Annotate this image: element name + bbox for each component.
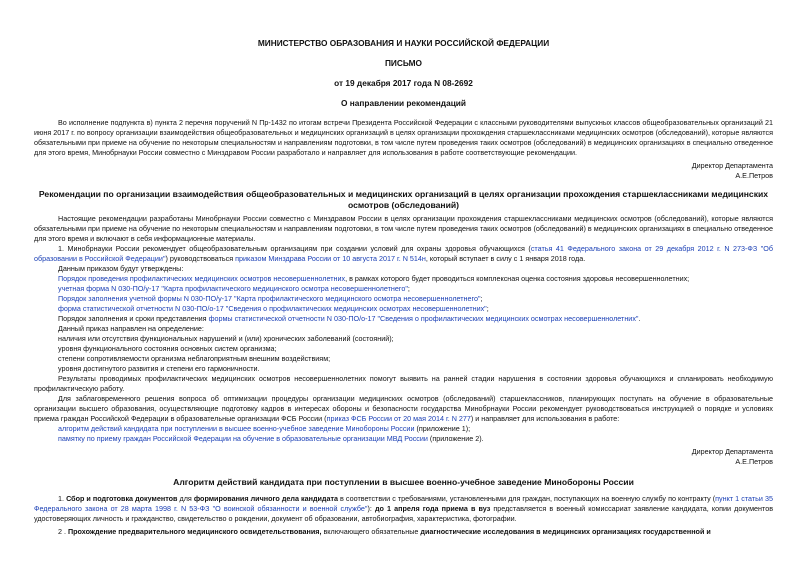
aimed-item-1: наличия или отсутствия функциональных нарушений и (или) хронических заболеваний (состояний); (58, 334, 394, 343)
link-stat-form[interactable]: форма статистической отчетности N 030-ПО/о-17 "Сведения о профилактических медицинских осмотрах несовершеннолетних" (58, 304, 487, 313)
step-1-text-4: представляется в военный комиссариат заявление кандидата, копии документов удостоверяющих личность и гражданство, свидетельство о рождении, документ об образовании, автобиография, характеристика, фотографии. (34, 504, 774, 523)
recommendations-paragraph-2 (34, 244, 773, 264)
step-2-bold-1: Прохождение предварительного медицинского освидетельствования, (68, 527, 322, 536)
intro-paragraph: Во исполнение подпункта в) пункта 2 перечня поручений N Пр-1432 по итогам встречи Президента Российской Федерации с классными руководителями выпускных классов общеобразовательных организаций 21 июня 2017 г. по вопросу организации взаимодействия общеобразовательных и медицинских организаций в целях организации прохождения старшеклассниками медицинских осмотров (обследований), которые являются обязательными при приеме на обучение по некоторым специальностям и направлениям подготовки, в том числе путем проведения таких осмотров (обследований) в медицинских организациях в специально отведенное для этого время, Минобрнауки России совместно с Минздравом России разработало и направляет для использования в работе соответствующие рекомендации. (34, 118, 773, 157)
p4-text-b: ) и направляет для использования в работе: (470, 414, 620, 423)
document-date-number: от 19 декабря 2017 года N 08-2692 (334, 78, 473, 88)
step-1-bold-1: Сбор и подготовка документов (66, 494, 178, 503)
signature-name: А.Е.Петров (735, 171, 773, 180)
link-annex-1[interactable]: алгоритм действий кандидата при поступлении в высшее военно-учебное заведение Минобороны России (58, 424, 415, 433)
link-fsb-order-277[interactable]: приказ ФСБ России от 20 мая 2014 г. N 277 (326, 414, 471, 423)
p2-text-b: ) руководствоваться (165, 254, 236, 263)
algorithm-step-1 (34, 494, 773, 524)
approved-item-4-tail: ; (486, 304, 489, 313)
approved-item-3-tail: ; (480, 294, 483, 303)
step-2-number: 2 . (58, 527, 68, 536)
step-1-text-2: в соответствии с требованиями, установленными для граждан, поступающих на военную службу по контракту ( (338, 494, 716, 503)
annex-item-1-tail: (приложение 1); (414, 424, 471, 433)
signature2-position: Директор Департамента (691, 447, 773, 456)
annex-item-2 (34, 434, 773, 444)
signature-position: Директор Департамента (691, 161, 773, 170)
p4-text-a: Для заблаговременного решения вопроса об оптимизации процедуры организации медицинских осмотров (обследований) старшеклассников, планирующих поступать на обучение в образовательные организации высшего образования, осуществляющие подготовку кадров в интересах обороны и безопасности государства Минобрнауки России рекомендует руководствоваться инструкцией о порядке и условиях приема граждан Российской Федерации в образовательные организации ФСБ России ( (34, 394, 773, 423)
approved-item-5-tail: . (638, 314, 641, 323)
annex-item-2-tail: (приложение 2). (427, 434, 484, 443)
algorithm-step-2 (34, 527, 773, 537)
recommendations-paragraph-1: Настоящие рекомендации разработаны Минобрнауки России совместно с Минздравом России в целях организации прохождения старшеклассниками медицинских осмотров (обследований), которые являются обязательными при приеме на обучение по некоторым специальностям и направлениям подготовки, в том числе путем проведения таких осмотров (обследований) в медицинских организациях в специально отведенное для этого время и включают в себя информационные материалы. (34, 214, 773, 243)
link-stat-form-filling[interactable]: формы статистической отчетности N 030-ПО/о-17 "Сведения о профилактических медицинских осмотрах несовершеннолетних" (208, 314, 639, 323)
p2-text-a: 1. Минобрнауки России рекомендует общеобразовательным организациям при создании условий для охраны здоровья обучающихся ( (58, 244, 531, 253)
link-annex-2[interactable]: памятку по приему граждан Российской Федерации на обучение в образовательные организации МВД России (58, 434, 428, 443)
aimed-intro: Данный приказ направлен на определение: (58, 324, 204, 333)
step-2-text-1: включающего обязательные (321, 527, 421, 536)
aimed-item-2: уровня функционального состояния основных систем организма; (58, 344, 277, 353)
document-subject: О направлении рекомендаций (341, 98, 466, 108)
signature2-name: А.Е.Петров (735, 457, 773, 466)
approved-item-1-tail: , в рамках которого будет проводиться комплексная оценка состояния здоровья несовершеннолетних; (345, 274, 690, 283)
approved-item-5 (34, 314, 773, 324)
step-2-bold-2: диагностические исследования в медицинских организациях государственной и (420, 527, 711, 536)
link-form-030[interactable]: учетная форма N 030-ПО/у-17 "Карта профилактического медицинского осмотра несовершеннолетнего" (58, 284, 408, 293)
link-order-514n[interactable]: приказом Минздрава России от 10 августа 2017 г. N 514н (235, 254, 426, 263)
step-1-bold-3: до 1 апреля года приема в вуз (374, 504, 491, 513)
aimed-item-4: уровня достигнутого развития и степени его гармоничности. (58, 364, 260, 373)
annex-item-1 (34, 424, 773, 434)
recommendations-title: Рекомендации по организации взаимодействия общеобразовательных и медицинских организаций в целях организации прохождения старшеклассниками медицинских осмотров (обследований) (38, 189, 769, 210)
aimed-item-3: степени сопротивляемости организма неблагоприятным внешним воздействиям; (58, 354, 331, 363)
document-type: ПИСЬМО (384, 58, 423, 68)
approved-item-3 (34, 294, 773, 304)
approved-item-5-text: Порядок заполнения и сроки представления (58, 314, 209, 323)
recommendations-paragraph-3: Результаты проводимых профилактических медицинских осмотров несовершеннолетних помогут выявить на ранней стадии нарушения в состоянии здоровья обучающихся и спланировать необходимую профилактическую работу. (34, 374, 773, 393)
algorithm-title: Алгоритм действий кандидата при поступлении в высшее военно-учебное заведение Минобороны России (173, 477, 634, 487)
approved-item-1 (34, 274, 773, 284)
step-1-number: 1. (58, 494, 67, 503)
step-1-text-3: ): (367, 504, 375, 513)
ministry-heading: МИНИСТЕРСТВО ОБРАЗОВАНИЯ И НАУКИ РОССИЙСКОЙ ФЕДЕРАЦИИ (257, 38, 550, 48)
approved-item-2-tail: ; (407, 284, 410, 293)
link-form-030-filling[interactable]: Порядок заполнения учетной формы N 030-ПО/у-17 "Карта профилактического медицинского осмотра несовершеннолетнего" (58, 294, 481, 303)
p2-text-c: , который вступает в силу с 1 января 2018 года. (425, 254, 586, 263)
step-1-bold-2: формирования личного дела кандидата (193, 494, 338, 503)
link-law-53[interactable]: пункт 1 статьи 35 Федерального закона от 28 марта 1998 г. N 53-ФЗ "О воинской обязанности и военной службе" (34, 494, 773, 513)
approved-item-4 (34, 304, 773, 314)
step-1-text-1: для (177, 494, 194, 503)
link-procedure-exams[interactable]: Порядок проведения профилактических медицинских осмотров несовершеннолетних (58, 274, 346, 283)
approved-item-2 (34, 284, 773, 294)
approved-intro: Данным приказом будут утверждены: (58, 264, 184, 273)
recommendations-paragraph-4 (34, 394, 773, 424)
link-law-273[interactable]: статья 41 Федерального закона от 29 декабря 2012 г. N 273-ФЗ "Об образовании в Российской Федерации" (34, 244, 773, 263)
